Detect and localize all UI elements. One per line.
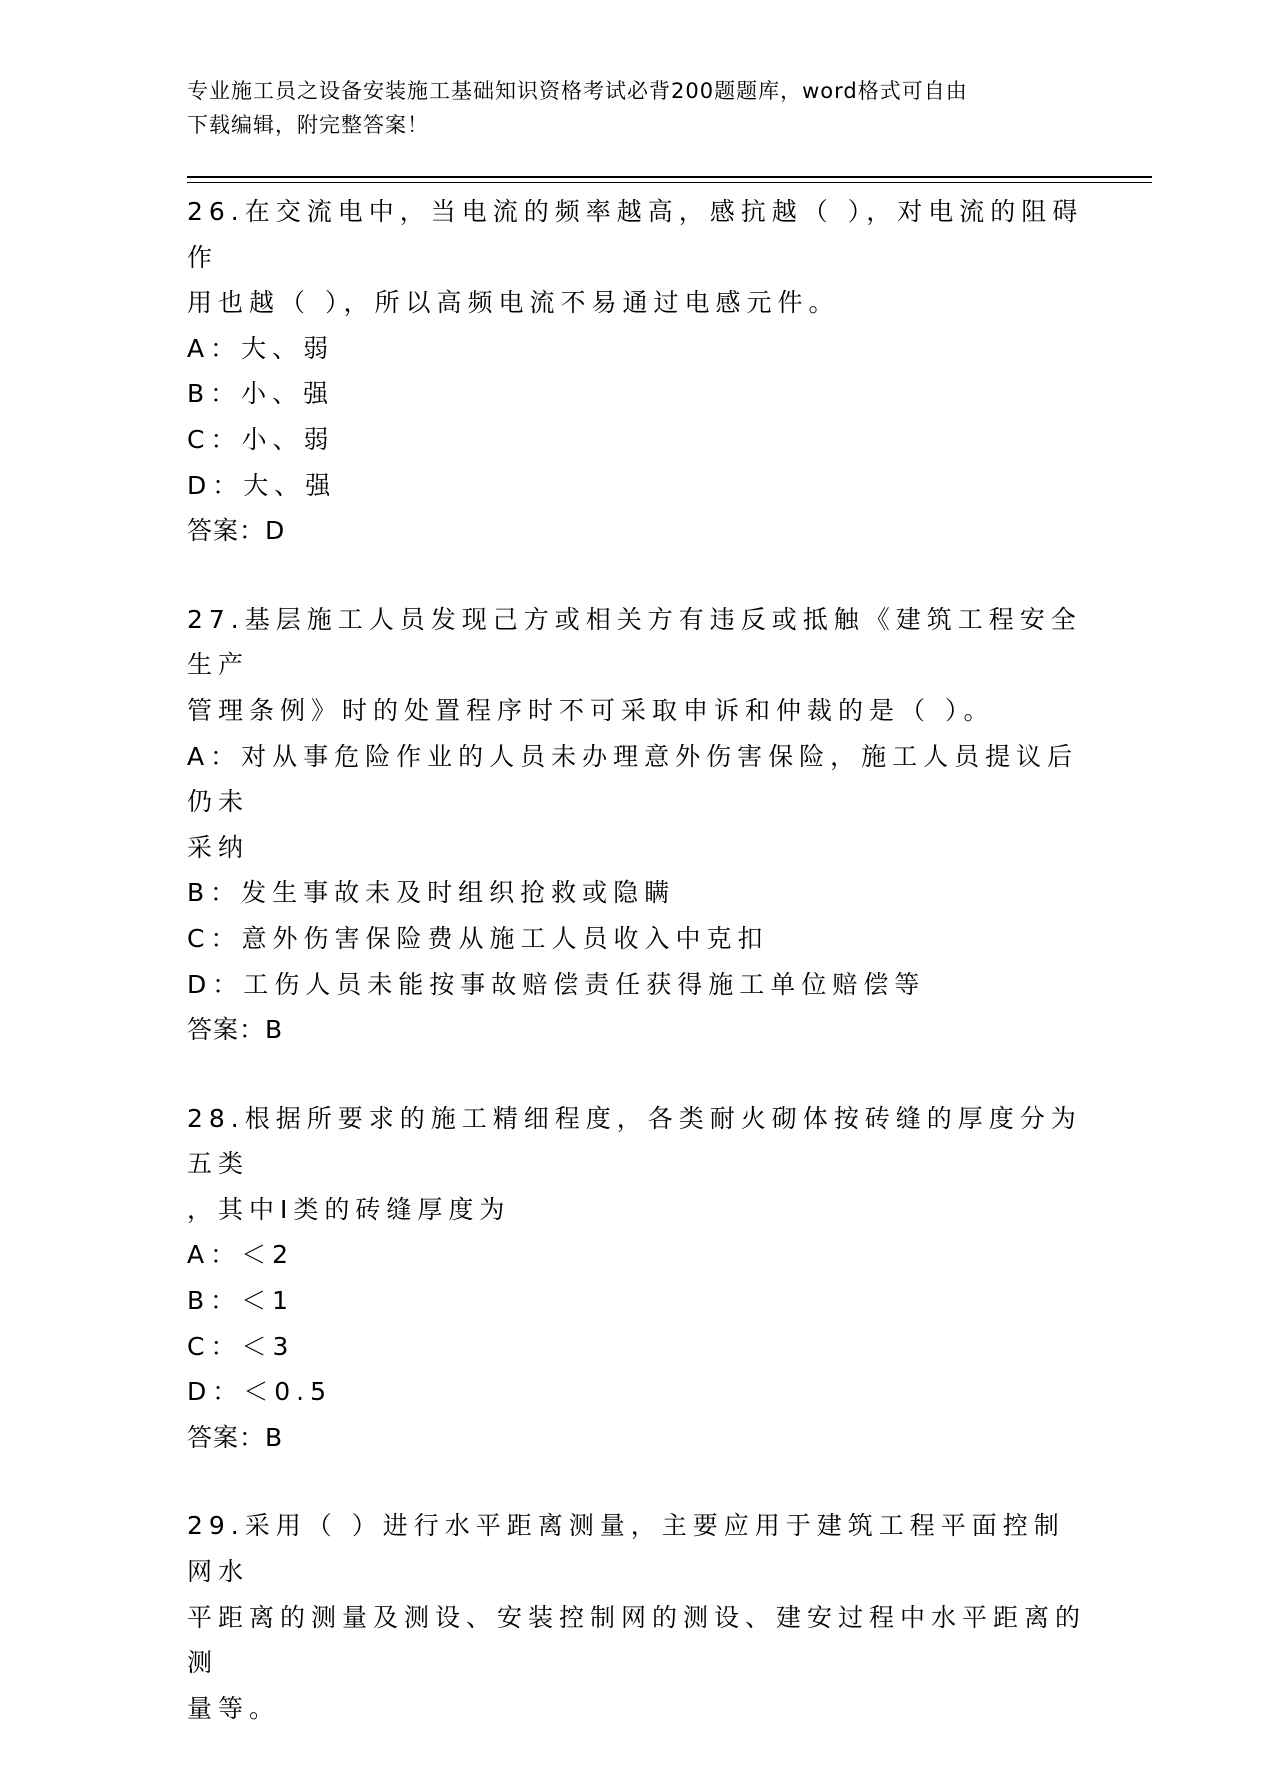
header-divider-thick [187,176,1152,178]
answer-option-line: B：小、强 [187,379,335,409]
answer-option-line: A：大、弱 [187,333,335,363]
answer-option-line: B：＜1 [187,1286,295,1316]
question-block [187,597,1087,1053]
question-block [187,1503,1087,1731]
correct-answer: 答案：D [187,516,286,546]
document-header [187,74,1067,142]
answer-option-line: B：发生事故未及时组织抢救或隐瞒 [187,878,676,908]
answer-option-line: C：意外伤害保险费从施工人员收入中克扣 [187,923,769,953]
header-line-1: 专业施工员之设备安装施工基础知识资格考试必背200题题库，word格式可自由 [187,79,968,103]
answer-option-line: D：大、强 [187,470,337,500]
question-stem-line: ，其中I类的砖缝厚度为 [187,1194,511,1224]
answer-option-line: 采纳 [187,832,250,862]
question-stem-line: 量等。 [187,1693,281,1723]
question-stem-line: 27.基层施工人员发现己方或相关方有违反或抵触《建筑工程安全生产 [187,604,1082,680]
answer-option-line: D：＜0.5 [187,1377,333,1407]
answer-option-line: C：小、弱 [187,424,335,454]
answer-option-line: A：对从事危险作业的人员未办理意外伤害保险，施工人员提议后仍未 [187,741,1079,817]
question-list [187,189,1087,1774]
correct-answer: 答案：B [187,1015,284,1045]
answer-option-line: C：＜3 [187,1331,295,1361]
question-stem-line: 用也越（ ），所以高频电流不易通过电感元件。 [187,288,840,318]
question-stem-line: 管理条例》时的处置程序时不可采取申诉和仲裁的是（ ）。 [187,695,995,725]
question-stem-line: 28.根据所要求的施工精细程度，各类耐火砌体按砖缝的厚度分为五类 [187,1103,1082,1179]
header-divider-thin [187,182,1152,183]
answer-option-line: A：＜2 [187,1240,295,1270]
question-stem-line: 29.采用（ ）进行水平距离测量，主要应用于建筑工程平面控制网水 [187,1511,1065,1587]
correct-answer: 答案：B [187,1422,284,1452]
question-block [187,1096,1087,1461]
answer-option-line: D：工伤人员未能按事故赔偿责任获得施工单位赔偿等 [187,969,926,999]
question-stem-line: 平距离的测量及测设、安装控制网的测设、建安过程中水平距离的测 [187,1602,1087,1678]
question-stem-line: 26.在交流电中，当电流的频率越高，感抗越（ ），对电流的阻碍作 [187,197,1084,272]
question-block [187,189,1087,554]
header-line-2: 下载编辑，附完整答案！ [187,113,429,137]
